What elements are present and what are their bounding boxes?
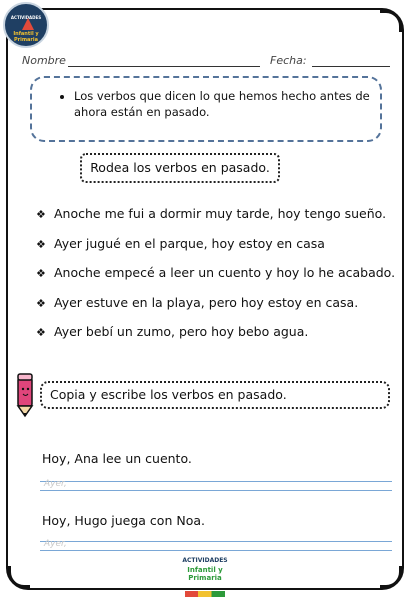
diamond-bullet-icon: ❖ <box>36 208 46 221</box>
grammar-rule-text: Los verbos que dicen lo que hemos hecho antes de ahora están en pasado. <box>74 89 370 119</box>
exercise-prompt: Hoy, Hugo juega con Noa. <box>42 513 205 528</box>
pencil-icon <box>14 372 36 418</box>
date-label: Fecha: <box>270 54 307 67</box>
footer-logo <box>172 557 238 583</box>
sentence-item <box>36 235 396 265</box>
sentence-item <box>36 323 396 353</box>
sentence-text[interactable]: Anoche empecé a leer un cuento y hoy lo he acabado. <box>54 265 396 280</box>
logo-text-bottom: Infantil y Primaria <box>13 31 39 43</box>
sentence-text[interactable]: Ayer bebí un zumo, pero hoy bebo agua. <box>54 324 309 339</box>
date-write-line[interactable] <box>312 66 390 67</box>
sentence-item <box>36 205 396 235</box>
frame-corner <box>380 566 402 588</box>
logo-mascot-icon <box>22 18 34 30</box>
ghost-text: Ayer, <box>44 539 67 549</box>
sentence-list <box>36 205 396 353</box>
instruction-copy-write: Copia y escribe los verbos en pasado. <box>40 381 390 409</box>
site-logo <box>3 2 49 48</box>
writing-line[interactable] <box>40 481 392 491</box>
ghost-text: Ayer, <box>44 479 67 489</box>
writing-line[interactable] <box>40 541 392 551</box>
grammar-rule-box <box>30 76 382 142</box>
frame-corner <box>380 10 402 32</box>
sentence-text[interactable]: Anoche me fui a dormir muy tarde, hoy tengo sueño. <box>54 206 387 221</box>
sentence-text[interactable]: Ayer jugué en el parque, hoy estoy en casa <box>54 235 325 251</box>
footer-flag-icon <box>185 591 225 597</box>
diamond-bullet-icon: ❖ <box>36 237 46 251</box>
frame-corner <box>8 566 30 588</box>
diamond-bullet-icon: ❖ <box>36 326 46 339</box>
name-write-line[interactable] <box>68 66 260 67</box>
sentence-item <box>36 294 396 324</box>
diamond-bullet-icon: ❖ <box>36 296 46 310</box>
footer-logo-text-top: ACTIVIDADES <box>182 557 228 564</box>
diamond-bullet-icon: ❖ <box>36 267 46 280</box>
name-label: Nombre <box>22 54 66 67</box>
footer-logo-text-bottom: Infantil y Primaria <box>187 566 223 582</box>
exercise-prompt: Hoy, Ana lee un cuento. <box>42 451 192 466</box>
instruction-circle-verbs: Rodea los verbos en pasado. <box>80 153 280 183</box>
logo-text-top: ACTIVIDADES <box>10 15 42 20</box>
sentence-item <box>36 264 396 294</box>
sentence-text[interactable]: Ayer estuve en la playa, pero hoy estoy en casa. <box>54 294 359 310</box>
bullet-dot-icon <box>60 95 64 99</box>
